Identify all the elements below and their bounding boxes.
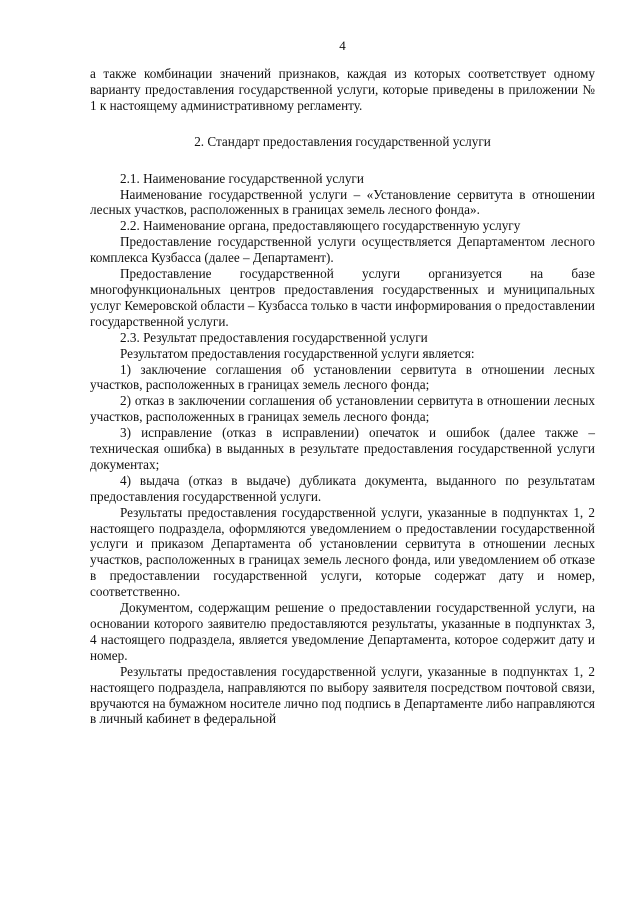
- page-number: 4: [339, 38, 346, 53]
- list-item-4: 4) выдача (отказ в выдаче) дубликата документа, выданного по результатам предоставления государственной услуги.: [90, 472, 595, 504]
- paragraph-service-name: Наименование государственной услуги – «Установление сервитута в отношении лесных участков, расположенных в границах земель лесного фонда».: [90, 186, 595, 218]
- list-item-1: 1) заключение соглашения об установлении сервитута в отношении лесных участков, расположенных в границах земель лесного фонда;: [90, 361, 595, 393]
- paragraph-results-intro: Результатом предоставления государственной услуги является:: [120, 345, 475, 361]
- paragraph-results-format: Результаты предоставления государственной услуги, указанные в подпунктах 1, 2 настоящего подраздела, оформляются уведомлением о предоставлении государственной услуги и приказом Департамента об установлении сервитута в отношении лесных участков, расположенных в границах земель лесного фонда, или уведомлением об отказе в предоставлении государственной услуги, которые содержат дату и номер, соответственно.: [90, 504, 595, 600]
- document-body: [90, 66, 595, 727]
- list-item-3: 3) исправление (отказ в исправлении) опечаток и ошибок (далее также – техническая ошибка) в выданных в результате предоставления государственной услуги документах;: [90, 425, 595, 472]
- list-item-2: 2) отказ в заключении соглашения об установлении сервитута в отношении лесных участков, расположенных в границах земель лесного фонда;: [90, 393, 595, 425]
- subsection-2-1-title: 2.1. Наименование государственной услуги: [120, 170, 364, 186]
- subsection-2-3-title: 2.3. Результат предоставления государственной услуги: [120, 329, 428, 345]
- paragraph-department: Предоставление государственной услуги осуществляется Департаментом лесного комплекса Кузбасса (далее – Департамент).: [90, 234, 595, 266]
- section-heading: 2. Стандарт предоставления государственной услуги: [194, 133, 491, 149]
- paragraph-decision-document: Документом, содержащим решение о предоставлении государственной услуги, на основании которого заявителю предоставляются результаты, указанные в подпунктах 3, 4 настоящего подраздела, является уведомление Департамента, которое содержит дату и номер.: [90, 600, 595, 663]
- paragraph-intro: а также комбинации значений признаков, каждая из которых соответствует одному варианту предоставления государственной услуги, которые приведены в приложении № 1 к настоящему административному регламенту.: [90, 66, 595, 113]
- subsection-2-2-title: 2.2. Наименование органа, предоставляющего государственную услугу: [120, 218, 521, 234]
- paragraph-results-delivery: Результаты предоставления государственной услуги, указанные в подпунктах 1, 2 настоящего подраздела, направляются по выбору заявителя посредством почтовой связи, вручаются на бумажном носителе лично под подпись в Департаменте либо направляются в личный кабинет в федеральной: [90, 663, 595, 727]
- paragraph-mfc: Предоставление государственной услуги организуется на базе многофункциональных центров предоставления государственных и муниципальных услуг Кемеровской области – Кузбасса только в части информирования о предоставлении государственной услуги.: [90, 266, 595, 329]
